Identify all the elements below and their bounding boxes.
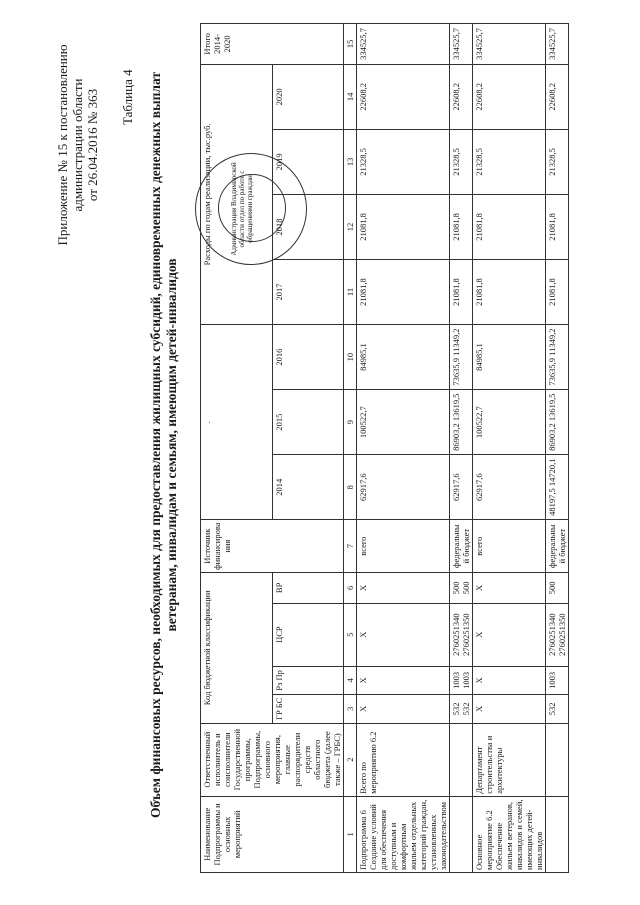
row-value: 334525,7 — [473, 24, 546, 65]
col-number: 4 — [344, 666, 357, 694]
row-value: 21081,8 — [473, 259, 546, 324]
table-row — [546, 24, 569, 873]
row-responsible — [546, 723, 569, 796]
col-number: 6 — [344, 573, 357, 604]
row-csr: Х — [473, 603, 546, 666]
row-value: 86903,2 13619,5 — [546, 390, 569, 455]
header-row-1 — [201, 24, 273, 873]
row-csr: 2760251340 2760251350 — [546, 603, 569, 666]
row-grbs: 532 — [546, 695, 569, 723]
table-row — [473, 24, 546, 873]
table-number: Таблица 4 — [120, 69, 135, 125]
row-value: 21081,8 — [357, 259, 450, 324]
stamp-text: Администрация Владимирской области отдел по работе с обращениями граждан — [230, 162, 254, 256]
row-value: 334525,7 — [357, 24, 450, 65]
row-value: 22608,2 — [357, 64, 450, 129]
row-csr: Х — [357, 603, 450, 666]
row-responsible: Всего по мероприятию 6.2 — [357, 723, 450, 796]
row-name — [546, 796, 569, 872]
col-number: 12 — [344, 194, 357, 259]
row-vr: Х — [473, 573, 546, 604]
row-responsible — [450, 723, 473, 796]
row-vr: 500 500 — [450, 573, 473, 604]
row-vr: 500 — [546, 573, 569, 604]
col-number: 7 — [344, 520, 357, 573]
row-value: 21328,5 — [473, 129, 546, 194]
row-responsible: Департамент строительства и архитектуры — [473, 723, 546, 796]
header-year: 2014 — [272, 455, 344, 520]
header-year: 2016 — [272, 325, 344, 390]
row-name — [450, 796, 473, 872]
table-row — [450, 24, 473, 873]
row-value: 84985,1 — [357, 325, 450, 390]
official-stamp — [195, 153, 307, 265]
appendix-block — [55, 25, 100, 265]
col-number: 15 — [344, 24, 357, 65]
row-value: 334525,7 — [450, 24, 473, 65]
row-name: Подпрограмма 6 Создание условий для обеспечения доступным и комфортным жильем отдельных категорий граждан, установленных законодательством — [357, 796, 450, 872]
row-value: 21081,8 — [546, 259, 569, 324]
row-name: Основное мероприятие 6.2 Обеспечение жильем ветеранов, инвалидов и семей, имеющих детей-инвалидов — [473, 796, 546, 872]
row-value: 21328,5 — [546, 129, 569, 194]
col-number: 5 — [344, 603, 357, 666]
row-value: 21081,8 — [357, 194, 450, 259]
row-value: 62917,6 — [450, 455, 473, 520]
column-numbers-row — [344, 24, 357, 873]
col-number: 14 — [344, 64, 357, 129]
row-vr: Х — [357, 573, 450, 604]
row-grbs: Х — [357, 695, 450, 723]
row-value: 73635,9 11349,2 — [546, 325, 569, 390]
header-year: 2017 — [272, 259, 344, 324]
header-total: Итого 2014-2020 — [201, 24, 344, 65]
col-number: 8 — [344, 455, 357, 520]
row-value: 22608,2 — [473, 64, 546, 129]
header-year: 2020 — [272, 64, 344, 129]
row-value: 22608,2 — [546, 64, 569, 129]
row-rzpr: 1003 1003 — [450, 666, 473, 694]
header-rzpr: Рз Пр — [272, 666, 344, 694]
row-value: 62917,6 — [473, 455, 546, 520]
table-body — [357, 24, 569, 873]
row-source: всего — [357, 520, 450, 573]
row-grbs: 532 532 — [450, 695, 473, 723]
header-budget-code: Код бюджетной классификации — [201, 573, 273, 723]
table-row — [357, 24, 450, 873]
row-value: 48197,5 14720,1 — [546, 455, 569, 520]
header-year: 2015 — [272, 390, 344, 455]
row-value: 22608,2 — [450, 64, 473, 129]
row-value: 73635,9 11349,2 — [450, 325, 473, 390]
row-value: 62917,6 — [357, 455, 450, 520]
row-source: федеральный бюджет — [450, 520, 473, 573]
header-responsible: Ответственный исполнитель и соисполнители Государственной программы, Подпрограммы, основного мероприятия, главные распорядители средств областного бюджета (далее также – ГРБС) — [201, 723, 344, 796]
col-number: 11 — [344, 259, 357, 324]
row-rzpr: 1003 — [546, 666, 569, 694]
row-grbs: Х — [473, 695, 546, 723]
header-year: 2019 — [272, 129, 344, 194]
row-value: 100522,7 — [357, 390, 450, 455]
row-value: 21081,8 — [450, 194, 473, 259]
row-source: всего — [473, 520, 546, 573]
header-name: Наименование Подпрограммы и основных мероприятий — [201, 796, 344, 872]
header-dot: . — [201, 325, 273, 520]
row-value: 21328,5 — [357, 129, 450, 194]
row-value: 21328,5 — [450, 129, 473, 194]
header-expenses: Расходы по годам реализации, тыс.руб. — [201, 64, 273, 324]
header-csr: ЦСР — [272, 603, 344, 666]
header-source: Источник финансирования — [201, 520, 344, 573]
col-number: 10 — [344, 325, 357, 390]
row-value: 21081,8 — [450, 259, 473, 324]
col-number: 1 — [344, 796, 357, 872]
row-rzpr: Х — [357, 666, 450, 694]
header-grbs: ГР БС — [272, 695, 344, 723]
header-vr: ВР — [272, 573, 344, 604]
col-number: 2 — [344, 723, 357, 796]
row-rzpr: Х — [473, 666, 546, 694]
appendix-line-3: от 26.04.2016 № 363 — [85, 88, 100, 202]
col-number: 3 — [344, 695, 357, 723]
finance-table — [200, 23, 569, 873]
appendix-line-2: администрации области — [70, 78, 85, 212]
row-csr: 2760251340 2760251350 — [450, 603, 473, 666]
appendix-line-1: Приложение № 15 к постановлению — [55, 44, 70, 246]
document-title: Объем финансовых ресурсов, необходимых для предоставления жилищных субсидий, единовременных денежных выплат ветеранам, инвалидам и семьям, имеющим детей-инвалидов — [148, 72, 179, 819]
row-value: 21081,8 — [546, 194, 569, 259]
row-value: 21081,8 — [473, 194, 546, 259]
col-number: 13 — [344, 129, 357, 194]
row-value: 84985,1 — [473, 325, 546, 390]
row-value: 334525,7 — [546, 24, 569, 65]
header-year: 2018 — [272, 194, 344, 259]
row-source: федеральный бюджет — [546, 520, 569, 573]
row-value: 100522,7 — [473, 390, 546, 455]
col-number: 9 — [344, 390, 357, 455]
row-value: 86903,2 13619,5 — [450, 390, 473, 455]
